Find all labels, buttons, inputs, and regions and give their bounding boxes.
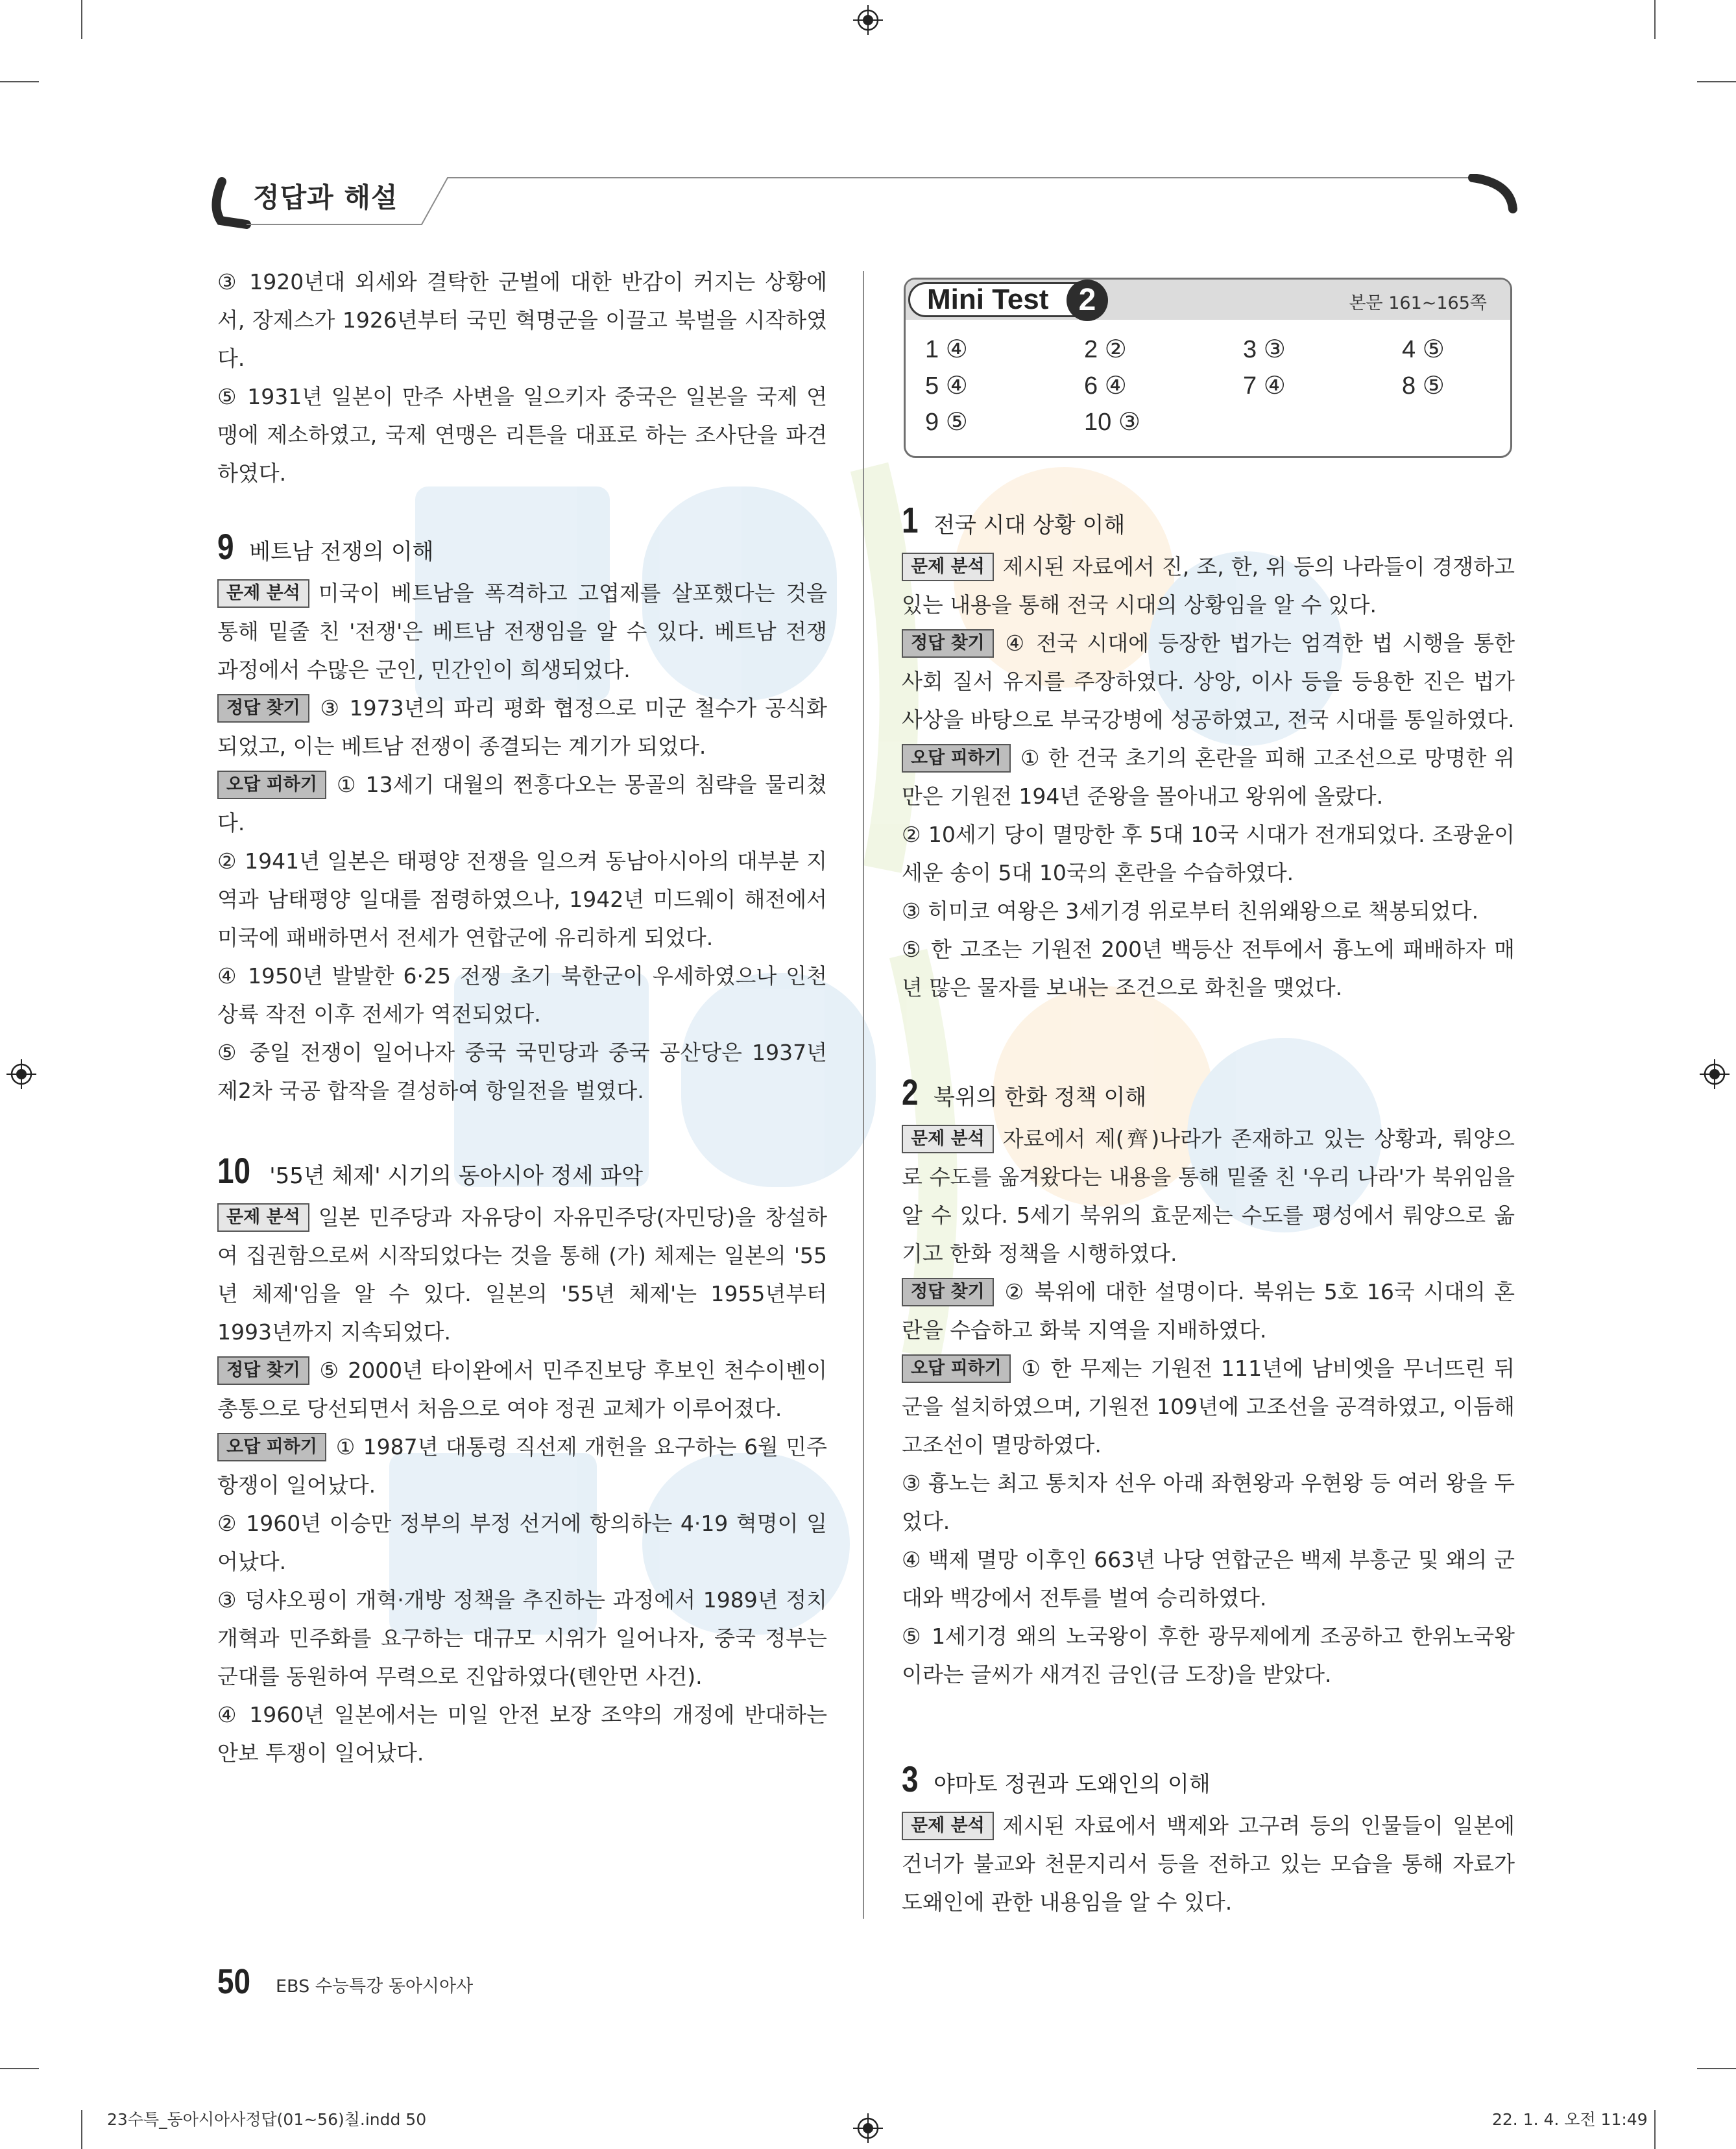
avoid-item: ② 10세기 당이 멸망한 후 5대 10국 시대가 전개되었다. 조광윤이 세운 송이 5대 10국의 혼란을 수습하였다. [902, 822, 1515, 885]
answer-text: ④ 전국 시대에 등장한 법가는 엄격한 법 시행을 통한 사회 질서 유지를 주장하였다. 상앙, 이사 등을 등용한 진은 법가 사상을 바탕으로 부국강병에 성공하였고, 전국 시대를 통일하였다. [902, 630, 1515, 732]
avoid-paragraph [902, 739, 1515, 815]
avoid-tag: 오답 피하기 [217, 1433, 326, 1461]
analysis-paragraph [902, 1120, 1515, 1273]
analysis-tag: 문제 분석 [217, 1203, 309, 1232]
answer-grid [925, 333, 1496, 439]
avoid-paragraph [902, 1349, 1515, 1464]
analysis-paragraph [217, 574, 827, 689]
question-title: 베트남 전쟁의 이해 [249, 539, 434, 565]
avoid-item: ② 1941년 일본은 태평양 전쟁을 일으켜 동남아시아의 대부분 지역과 남태평양 일대를 점령하였으나, 1942년 미드웨이 해전에서 미국에 패배하면서 전세가 연합군에 유리하게 되었다. [217, 848, 827, 950]
answer-item: 7 ④ [1243, 372, 1286, 400]
question-heading [902, 1759, 1515, 1804]
question-number: 1 [902, 499, 919, 540]
avoid-item: ③ 히미코 여왕은 3세기경 위로부터 친위왜왕으로 책봉되었다. [902, 898, 1479, 924]
registration-mark-icon [6, 1059, 36, 1089]
avoid-item: ③ 흉노는 최고 통치자 선우 아래 좌현왕과 우현왕 등 여러 왕을 두었다. [902, 1471, 1515, 1534]
question-number: 9 [217, 526, 234, 567]
crop-mark [81, 2110, 82, 2149]
page-header-title: 정답과 해설 [253, 182, 398, 213]
question-title: '55년 체제' 시기의 동아시아 정세 파악 [269, 1163, 644, 1189]
continued-paragraph: ⑤ 1931년 일본이 만주 사변을 일으키자 중국은 일본을 국제 연맹에 제소하였고, 국제 연맹은 리튼을 대표로 하는 조사단을 파견하였다. [217, 384, 827, 486]
avoid-text: ① 1987년 대통령 직선제 개헌을 요구하는 6월 민주 항쟁이 일어났다. [217, 1434, 827, 1498]
answer-item: 3 ③ [1243, 336, 1286, 363]
avoid-item: ⑤ 한 고조는 기원전 200년 백등산 전투에서 흉노에 패배하자 매년 많은 물자를 보내는 조건으로 화친을 맺었다. [902, 937, 1515, 1000]
analysis-text: 미국이 베트남을 폭격하고 고엽제를 살포했다는 것을 통해 밑줄 친 '전쟁'은 베트남 전쟁임을 알 수 있다. 베트남 전쟁 과정에서 수많은 군인, 민간인이 희생되었다. [217, 581, 827, 682]
left-column [217, 263, 827, 1772]
column-divider [863, 271, 864, 1919]
avoid-item: ⑤ 중일 전쟁이 일어나자 중국 국민당과 중국 공산당은 1937년 제2차 국공 합작을 결성하여 항일전을 벌였다. [217, 1040, 827, 1103]
avoid-text: ① 한 건국 초기의 혼란을 피해 고조선으로 망명한 위만은 기원전 194년 준왕을 몰아내고 왕위에 올랐다. [902, 745, 1515, 809]
avoid-paragraph [217, 1428, 827, 1504]
question-title: 전국 시대 상황 이해 [934, 512, 1126, 538]
header-decoration [208, 174, 1525, 232]
registration-mark-icon [853, 5, 883, 35]
continued-paragraph: ③ 1920년대 외세와 결탁한 군벌에 대한 반감이 커지는 상황에서, 장제스가 1926년부터 국민 혁명군을 이끌고 북벌을 시작하였다. [217, 269, 827, 371]
analysis-text: 자료에서 제(齊)나라가 존재하고 있는 상황과, 뤄양으로 수도를 옮겨왔다는 내용을 통해 밑줄 친 '우리 나라'가 북위임을 알 수 있다. 5세기 북위의 효문제는 수도를 평성에서 뤄양으로 옮기고 한화 정책을 시행하였다. [902, 1126, 1515, 1266]
avoid-item: ② 1960년 이승만 정부의 부정 선거에 항의하는 4·19 혁명이 일어났다. [217, 1511, 827, 1574]
question-title: 야마토 정권과 도왜인의 이해 [934, 1771, 1211, 1797]
answer-item: 8 ⑤ [1402, 372, 1445, 400]
answer-item: 5 ④ [925, 372, 968, 400]
avoid-tag: 오답 피하기 [217, 771, 326, 799]
answer-item: 2 ② [1084, 336, 1127, 363]
print-slug-date: 22. 1. 4. 오전 11:49 [1492, 2110, 1648, 2129]
crop-mark [1697, 2068, 1736, 2069]
avoid-tag: 오답 피하기 [902, 1354, 1011, 1383]
avoid-item: ④ 1960년 일본에서는 미일 안전 보장 조약의 개정에 반대하는 안보 투쟁이 일어났다. [217, 1702, 827, 1766]
answer-text: ② 북위에 대한 설명이다. 북위는 5호 16국 시대의 혼란을 수습하고 화북 지역을 지배하였다. [902, 1279, 1515, 1343]
registration-mark-icon [853, 2113, 883, 2143]
analysis-text: 제시된 자료에서 백제와 고구려 등의 인물들이 일본에 건너가 불교와 천문지리서 등을 전하고 있는 모습을 통해 자료가 도왜인에 관한 내용임을 알 수 있다. [902, 1813, 1515, 1915]
analysis-paragraph [217, 1198, 827, 1351]
crop-mark [81, 0, 82, 39]
answer-paragraph [217, 1351, 827, 1428]
analysis-text: 일본 민주당과 자유당이 자유민주당(자민당)을 창설하여 집권함으로써 시작되었다는 것을 통해 (가) 체제는 일본의 '55년 체제'임을 알 수 있다. 일본의 '55년 체제'는 1955년부터 1993년까지 지속되었다. [217, 1205, 827, 1345]
book-title: EBS 수능특강 동아시아사 [276, 1976, 474, 1997]
analysis-tag: 문제 분석 [902, 1812, 994, 1840]
answer-item: 1 ④ [925, 336, 968, 363]
analysis-text: 제시된 자료에서 진, 조, 한, 위 등의 나라들이 경쟁하고 있는 내용을 통해 전국 시대의 상황임을 알 수 있다. [902, 554, 1515, 618]
analysis-tag: 문제 분석 [217, 579, 309, 608]
answer-paragraph [217, 689, 827, 765]
crop-mark [0, 2068, 39, 2069]
avoid-item: ④ 1950년 발발한 6·25 전쟁 초기 북한군이 우세하였으나 인천 상륙 작전 이후 전세가 역전되었다. [217, 963, 827, 1027]
crop-mark [1654, 2110, 1656, 2149]
registration-mark-icon [1700, 1059, 1730, 1089]
mini-test-label: Mini Test [908, 282, 1096, 317]
avoid-text: ① 한 무제는 기원전 111년에 남비엣을 무너뜨린 뒤 군을 설치하였으며, 기원전 109년에 고조선을 공격하였고, 이듬해 고조선이 멸망하였다. [902, 1356, 1515, 1458]
crop-mark [1654, 0, 1656, 39]
question-number: 10 [217, 1150, 251, 1191]
question-number: 2 [902, 1072, 919, 1112]
avoid-item: ③ 덩샤오핑이 개혁·개방 정책을 추진하는 과정에서 1989년 정치 개혁과 민주화를 요구하는 대규모 시위가 일어나자, 중국 정부는 군대를 동원하여 무력으로 진압하였다(톈안먼 사건). [217, 1587, 827, 1689]
analysis-tag: 문제 분석 [902, 1125, 994, 1153]
answer-item: 10 ③ [1084, 409, 1140, 436]
answer-item: 9 ⑤ [925, 409, 968, 436]
answer-item: 6 ④ [1084, 372, 1127, 400]
avoid-item: ④ 백제 멸망 이후인 663년 나당 연합군은 백제 부흥군 및 왜의 군대와 백강에서 전투를 벌여 승리하였다. [902, 1547, 1515, 1611]
right-column [902, 499, 1515, 1921]
print-slug-file: 23수특_동아시아사정답(01~56)칠.indd 50 [107, 2110, 427, 2129]
question-heading [217, 1150, 827, 1195]
answer-item: 4 ⑤ [1402, 336, 1445, 363]
question-number: 3 [902, 1759, 919, 1799]
analysis-paragraph [902, 1807, 1515, 1921]
question-heading [217, 526, 827, 571]
avoid-paragraph [217, 765, 827, 842]
avoid-tag: 오답 피하기 [902, 744, 1011, 773]
question-heading [902, 499, 1515, 545]
answer-tag: 정답 찾기 [902, 1278, 994, 1306]
answer-text: ③ 1973년의 파리 평화 협정으로 미군 철수가 공식화되었고, 이는 베트남 전쟁이 종결되는 계기가 되었다. [217, 695, 827, 759]
question-title: 북위의 한화 정책 이해 [934, 1085, 1147, 1111]
avoid-item: ⑤ 1세기경 왜의 노국왕이 후한 광무제에게 조공하고 한위노국왕이라는 글씨가 새겨진 금인(금 도장)을 받았다. [902, 1624, 1515, 1687]
mini-test-pages: 본문 161~165쪽 [1349, 293, 1487, 313]
answer-paragraph [902, 1273, 1515, 1349]
question-heading [902, 1072, 1515, 1117]
crop-mark [0, 81, 39, 82]
mini-test-number: 2 [1067, 280, 1108, 321]
mini-test-answer-box [904, 278, 1512, 458]
answer-text: ⑤ 2000년 타이완에서 민주진보당 후보인 천수이볜이 총통으로 당선되면서 처음으로 여야 정권 교체가 이루어졌다. [217, 1358, 827, 1421]
answer-tag: 정답 찾기 [217, 1356, 309, 1385]
analysis-paragraph [902, 547, 1515, 624]
answer-tag: 정답 찾기 [902, 629, 994, 658]
analysis-tag: 문제 분석 [902, 553, 994, 581]
answer-tag: 정답 찾기 [217, 694, 309, 723]
crop-mark [1697, 81, 1736, 82]
page-number: 50 [217, 1962, 251, 2001]
answer-paragraph [902, 624, 1515, 739]
avoid-text: ① 13세기 대월의 쩐흥다오는 몽골의 침략을 물리쳤다. [217, 772, 827, 835]
